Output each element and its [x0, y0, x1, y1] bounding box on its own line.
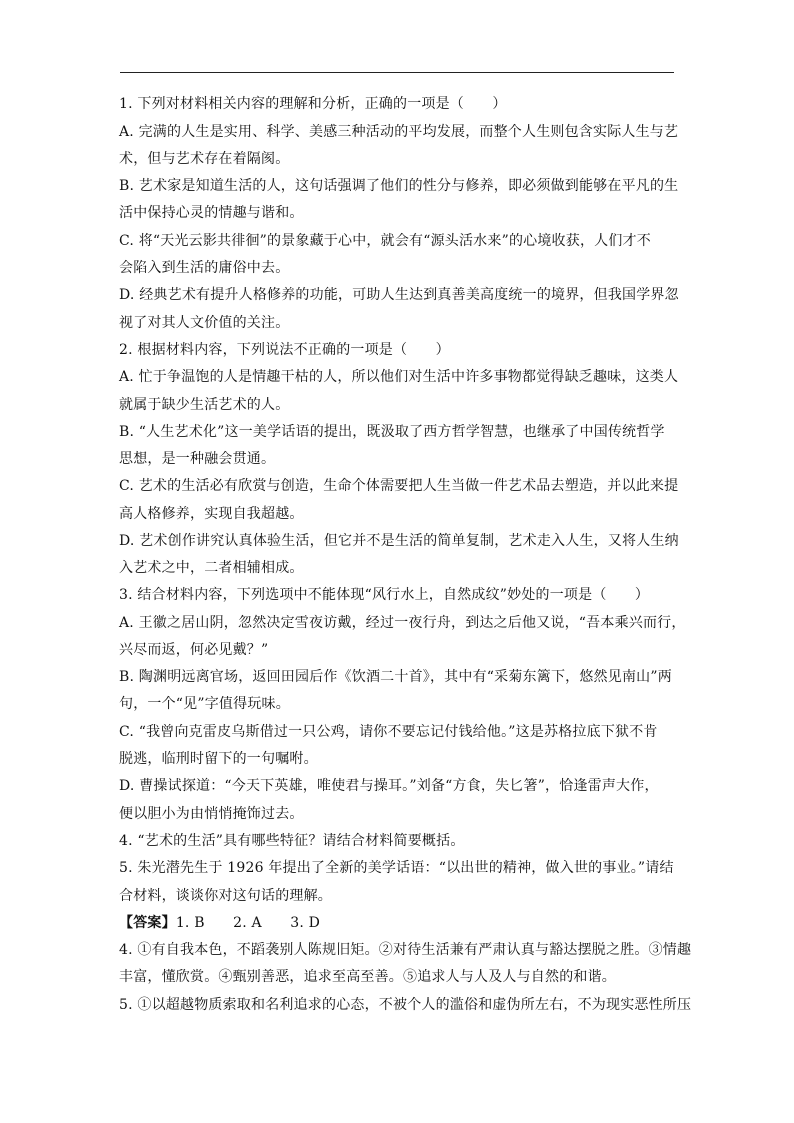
q1-option-b-line1: B. 艺术家是知道生活的人，这句话强调了他们的性分与修养，即必须做到能够在平凡的生	[119, 178, 679, 194]
answer-choices: 1. B 2. A 3. D	[175, 915, 321, 931]
q2-option-b-line1: B. “人生艺术化”这一美学话语的提出，既汲取了西方哲学智慧，也继承了中国传统哲学	[119, 424, 665, 440]
answer-5-line1: 5. ①以超越物质索取和名利追求的心态，不被个人的滥俗和虚伪所左右，不为现实恶性所压	[119, 997, 692, 1013]
answer-line	[119, 913, 679, 933]
question-2-stem: 2. 根据材料内容，下列说法不正确的一项是（ ）	[119, 342, 450, 358]
q2-option-c-line2: 高人格修养，实现自我超越。	[119, 506, 304, 522]
q3-option-d-line2: 便以胆小为由悄悄掩饰过去。	[119, 806, 304, 822]
q1-option-c-line1: C. 将“天光云影共徘徊”的景象藏于心中，就会有“源头活水来”的心境收获，人们才不	[119, 233, 651, 249]
q3-option-b-line1: B. 陶渊明远离官场，返回田园后作《饮酒二十首》，其中有“采菊东篱下，悠然见南山”两	[119, 669, 672, 685]
q1-option-d-line2: 视了对其人文价值的关注。	[119, 315, 290, 331]
q3-option-a-line2: 兴尽而返，何必见戴？”	[119, 642, 269, 658]
q2-option-c-line1: C. 艺术的生活必有欣赏与创造，生命个体需要把人生当做一件艺术品去塑造，并以此来提	[119, 478, 679, 494]
answer-4-line2: 丰富，懂欣赏。④甄别善恶，追求至高至善。⑤追求人与人及人与自然的和谐。	[119, 969, 616, 985]
question-4-stem: 4. “艺术的生活”具有哪些特征？请结合材料简要概括。	[119, 833, 465, 849]
answer-4-line1: 4. ①有自我本色，不蹈袭别人陈规旧矩。②对待生活兼有严肃认真与豁达摆脱之胜。③情趣	[119, 942, 692, 958]
q2-option-d-line1: D. 艺术创作讲究认真体验生活，但它并不是生活的简单复制，艺术走入人生，又将人生纳	[119, 533, 679, 549]
q2-option-d-line2: 入艺术之中，二者相辅相成。	[119, 560, 304, 576]
question-1-stem: 1. 下列对材料相关内容的理解和分析，正确的一项是（ ）	[119, 96, 507, 112]
q3-option-d-line1: D. 曹操试探道：“今天下英雄，唯使君与操耳。”刘备“方食，失匕箸”，恰逢雷声大作，	[119, 778, 659, 794]
q3-option-a-line1: A. 王徽之居山阴，忽然决定雪夜访戴，经过一夜行舟，到达之后他又说，“吾本乘兴而行，	[119, 615, 686, 631]
question-3-stem: 3. 结合材料内容，下列选项中不能体现“风行水上，自然成纹”妙处的一项是（ ）	[119, 587, 650, 603]
q3-option-c-line2: 脱逃，临刑时留下的一句嘱咐。	[119, 751, 318, 767]
q1-option-a-line2: 术，但与艺术存在着隔阂。	[119, 151, 290, 167]
q2-option-b-line2: 思想，是一种融会贯通。	[119, 451, 276, 467]
header-rule	[120, 72, 674, 73]
q3-option-c-line1: C. “我曾向克雷皮乌斯借过一只公鸡，请你不要忘记付钱给他。”这是苏格拉底下狱不肯	[119, 724, 658, 740]
q3-option-b-line2: 句，一个“见”字值得玩味。	[119, 696, 290, 712]
q1-option-b-line2: 活中保持心灵的情趣与谐和。	[119, 205, 304, 221]
q1-option-a-line1: A. 完满的人生是实用、科学、美感三种活动的平均发展，而整个人生则包含实际人生与艺	[119, 124, 679, 140]
question-5-stem-line1: 5. 朱光潜先生于 1926 年提出了全新的美学话语：“以出世的精神，做入世的事业。”请结	[119, 860, 674, 876]
question-5-stem-line2: 合材料，谈谈你对这句话的理解。	[119, 888, 332, 904]
q2-option-a-line1: A. 忙于争温饱的人是情趣干枯的人，所以他们对生活中许多事物都觉得缺乏趣味，这类人	[119, 369, 679, 385]
q1-option-d-line1: D. 经典艺术有提升人格修养的功能，可助人生达到真善美高度统一的境界，但我国学界忽	[119, 287, 679, 303]
q1-option-c-line2: 会陷入到生活的庸俗中去。	[119, 260, 290, 276]
answer-label: 【答案】	[119, 915, 176, 931]
q2-option-a-line2: 就属于缺少生活艺术的人。	[119, 397, 290, 413]
